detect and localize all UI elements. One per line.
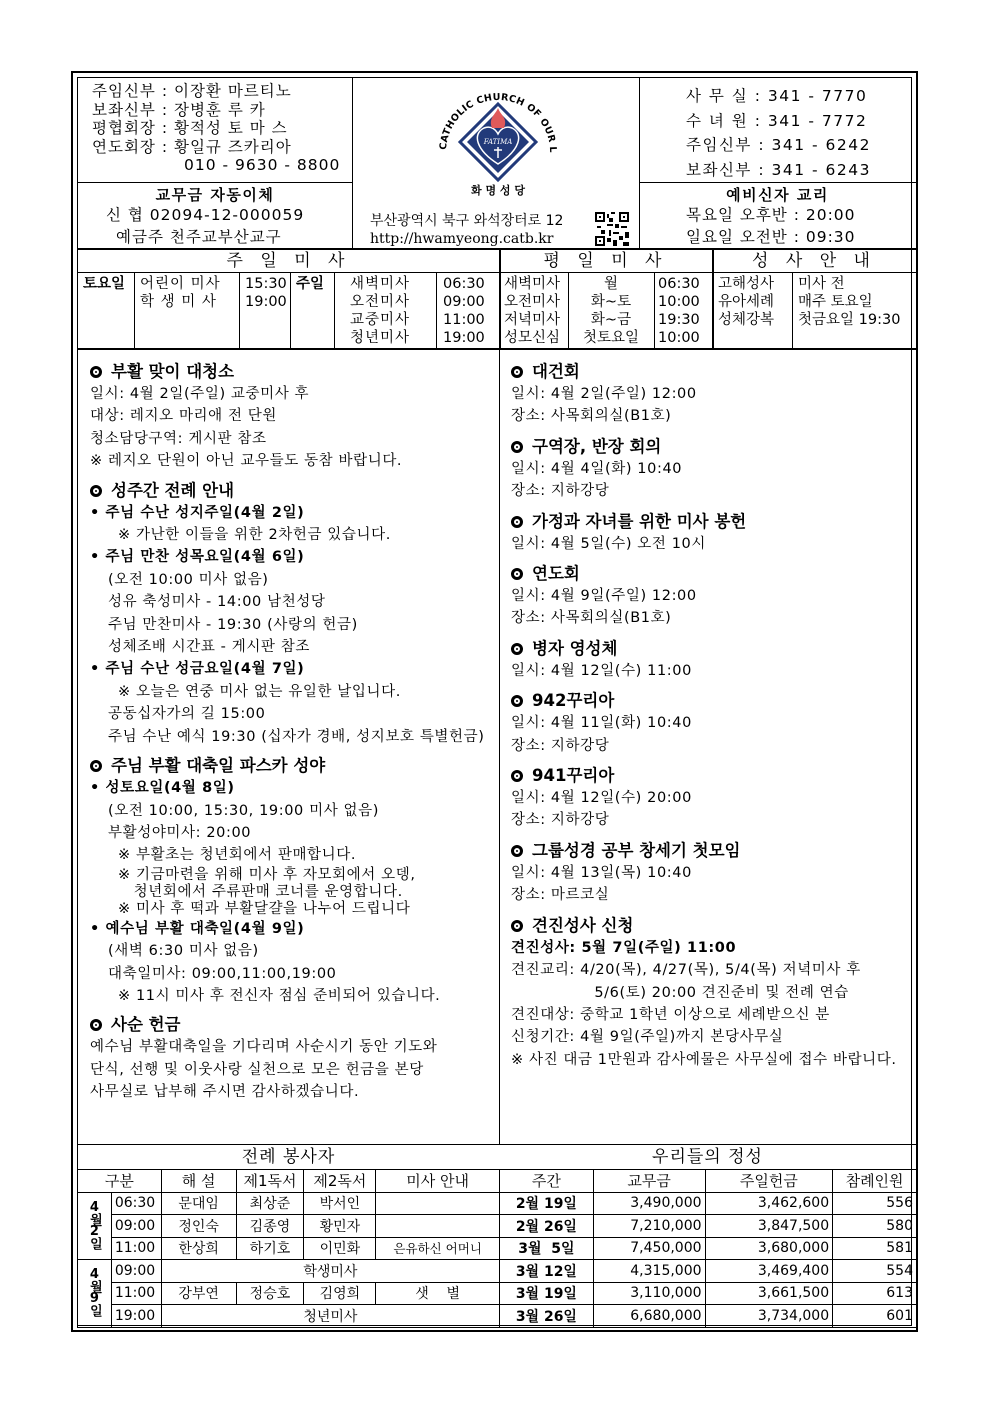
cell: 황민자: [304, 1215, 376, 1238]
notice-line: 5/6(토) 20:00 견진준비 및 전례 연습: [511, 984, 849, 1001]
notice-title-text: 941꾸리아: [532, 766, 615, 786]
notice-section: [511, 840, 897, 907]
donation-account: 신 협 02094-12-000059: [106, 206, 305, 224]
notice-section: [511, 511, 897, 555]
weekday-mass-name: 새벽미사: [504, 276, 561, 292]
bullseye-icon: [90, 366, 102, 378]
sacrament-time: 매주 토요일: [798, 294, 873, 310]
bulletin-inner: [77, 77, 912, 1326]
cell: 문대임: [161, 1192, 236, 1215]
weekday-mass-days: 월: [603, 276, 618, 292]
cell: 3,469,400: [705, 1260, 833, 1283]
bullseye-icon: [511, 568, 523, 580]
cell: 4,315,000: [593, 1260, 705, 1283]
notice-line: 장소: 마르코실: [511, 887, 610, 904]
table-row: [78, 1260, 500, 1283]
notice-line: 장소: 지하강당: [511, 812, 610, 829]
phone-assistant: 보좌신부 : 341 - 6243: [686, 160, 871, 179]
phone-list: [686, 84, 871, 182]
cell: 샛 별: [376, 1282, 500, 1305]
qr-code-icon[interactable]: [595, 212, 629, 246]
phone-convent: 수 녀 원 : 341 - 7772: [686, 111, 868, 130]
cell: 613: [833, 1282, 917, 1305]
bullseye-icon: [511, 441, 523, 453]
cell: 2월 26일: [500, 1215, 594, 1238]
staff-yeondo: 연도회장 : 황일규 즈카리아: [92, 137, 292, 156]
table-row: [500, 1237, 917, 1260]
date-cell: [78, 1192, 112, 1260]
cell: 이민화: [304, 1237, 376, 1260]
notice-line: 견진교리: 4/20(목), 4/27(목), 5/4(목) 저녁미사 후: [511, 962, 861, 979]
notice-line: (오전 10:00, 15:30, 19:00 미사 없음): [108, 802, 379, 819]
notice-line: • 예수님 부활 대축일(4월 9일): [90, 920, 305, 937]
notice-line: • 성토요일(4월 8일): [90, 780, 235, 797]
notice-section: [90, 1014, 485, 1103]
notice-line: 대축일미사: 09:00,11:00,19:00: [108, 965, 337, 982]
left-article-column: [90, 361, 485, 1111]
notice-section: [511, 765, 897, 832]
notice-line: 장소: 지하강당: [511, 737, 610, 754]
bullseye-icon: [511, 845, 523, 857]
notice-title: [511, 638, 897, 660]
cell: [376, 1215, 500, 1238]
cell: 은유하신 어머니: [376, 1237, 500, 1260]
catechumen-thursday: 목요일 오후반 : 20:00: [686, 206, 856, 224]
notice-section: [511, 563, 897, 630]
saturday-label: 토요일: [83, 276, 126, 292]
notice-line: 장소: 사목회의실(B1호): [511, 610, 672, 627]
cell: 601: [833, 1305, 917, 1328]
sunday-label: 주일: [296, 276, 325, 292]
cell: 3월 19일: [500, 1282, 594, 1305]
bullseye-icon: [511, 770, 523, 782]
notice-line: ※ 미사 후 떡과 부활달걀을 나누어 드립니다: [118, 900, 411, 917]
sunday-mass-title: 주 일 미 사: [226, 251, 351, 271]
weekday-mass-days: 첫토요일: [582, 330, 640, 346]
notice-title: [511, 563, 897, 585]
notice-line: 신청기간: 4월 9일(주일)까지 본당사무실: [511, 1029, 784, 1046]
bullseye-icon: [90, 760, 102, 772]
staff-phone: 010 - 9630 - 8800: [184, 156, 341, 174]
notice-title: [511, 361, 897, 383]
notice-line: (새벽 6:30 미사 없음): [108, 943, 259, 960]
notice-line: 일시: 4월 12일(수) 11:00: [511, 662, 692, 679]
cell: 3월 12일: [500, 1260, 594, 1283]
church-logo: [428, 82, 568, 200]
sacrament-time: 미사 전: [798, 276, 845, 292]
cell: 정승호: [236, 1282, 304, 1305]
cell: 3,734,000: [705, 1305, 833, 1328]
notice-line: • 주님 수난 성지주일(4월 2일): [90, 504, 305, 521]
mass-time: 11:00: [443, 312, 485, 328]
table-row: [78, 1192, 500, 1215]
logo-korean-name: 화 명 성 당: [471, 184, 525, 197]
offerings-header-row: [500, 1170, 917, 1193]
table-row: [78, 1237, 500, 1260]
header-cell: 해 설: [161, 1170, 236, 1193]
header-cell: 제1독서: [236, 1170, 304, 1193]
notice-section: [511, 915, 897, 1071]
bulletin-page: [71, 71, 918, 1332]
notice-line: ※ 부활초는 청년회에서 판매합니다.: [118, 847, 357, 864]
servers-title: 전례 봉사자: [241, 1147, 336, 1167]
servers-header-row: [78, 1170, 500, 1193]
notice-line: ※ 기금마련을 위해 미사 후 자모회에서 오뎅,: [118, 866, 416, 883]
bullseye-icon: [511, 920, 523, 932]
weekday-mass-name: 저녁미사: [504, 312, 561, 328]
notice-line: • 주님 만찬 성목요일(4월 6일): [90, 549, 305, 566]
logo-heart-text: FATIMA: [483, 138, 513, 146]
cell: 3월 5일: [500, 1237, 594, 1260]
notice-title: [90, 480, 485, 502]
mass-name: 교중미사: [350, 312, 411, 328]
cell: 6,680,000: [593, 1305, 705, 1328]
cell: 3,847,500: [705, 1215, 833, 1238]
church-logo-emblem: [428, 82, 568, 200]
notice-line: 일시: 4월 12일(수) 20:00: [511, 790, 692, 807]
mass-time: 09:00: [443, 294, 485, 310]
notice-line: 일시: 4월 2일(주일) 교중미사 후: [90, 386, 310, 402]
notice-line: 장소: 지하강당: [511, 483, 610, 500]
cell: 김종영: [236, 1215, 304, 1238]
notice-title-text: 그룹성경 공부 창세기 첫모임: [532, 840, 741, 860]
notice-title-text: 주님 부활 대축일 파스카 성야: [111, 756, 326, 776]
header-cell: 구분: [78, 1170, 162, 1193]
notice-line: 주님 만찬미사 - 19:30 (사랑의 헌금): [108, 616, 358, 633]
group-date: 4월9일: [86, 1267, 102, 1316]
notice-line: • 주님 수난 성금요일(4월 7일): [90, 661, 305, 678]
notice-line: (오전 10:00 미사 없음): [108, 571, 269, 588]
cell: 09:00: [111, 1215, 161, 1238]
cell: 11:00: [111, 1237, 161, 1260]
church-website[interactable]: http://hwamyeong.catb.kr: [370, 231, 554, 247]
header-cell: 주간: [500, 1170, 594, 1193]
cell: 정인숙: [161, 1215, 236, 1238]
weekday-mass-time: 10:00: [658, 294, 700, 310]
cell: 7,450,000: [593, 1237, 705, 1260]
header-cell: 미사 안내: [376, 1170, 500, 1193]
notice-line: 청소담당구역: 게시판 참조: [90, 430, 267, 447]
table-row: [78, 1215, 500, 1238]
cell: 2월 19일: [500, 1192, 594, 1215]
notice-line: 일시: 4월 9일(주일) 12:00: [511, 588, 697, 605]
cell: 7,210,000: [593, 1215, 705, 1238]
table-row: [500, 1282, 917, 1305]
bullseye-icon: [511, 695, 523, 707]
cell: 3,490,000: [593, 1192, 705, 1215]
cell: 박서인: [304, 1192, 376, 1215]
table-row: [500, 1215, 917, 1238]
notice-line: 성체조배 시간표 - 게시판 참조: [108, 639, 310, 656]
notice-title: [511, 915, 897, 937]
notice-title: [511, 765, 897, 787]
staff-list: [92, 82, 340, 175]
cell: 06:30: [111, 1192, 161, 1215]
table-row: [78, 1282, 500, 1305]
notice-title-text: 구역장, 반장 회의: [532, 436, 662, 456]
notice-title: [90, 361, 485, 383]
table-row: [500, 1305, 917, 1328]
table-row: [78, 1305, 500, 1328]
notice-line: 견진대상: 중학교 1학년 이상으로 세례받으신 분: [511, 1006, 830, 1023]
notice-line: 단식, 선행 및 이웃사랑 실천으로 모은 헌금을 본당: [90, 1061, 424, 1078]
cell: 581: [833, 1237, 917, 1260]
mass-name: 어린이 미사: [140, 276, 221, 292]
notice-section: [90, 361, 485, 473]
notice-title-text: 대건회: [532, 362, 580, 381]
donation-holder: 예금주 천주교부산교구: [116, 228, 282, 246]
weekday-mass-time: 19:30: [658, 312, 700, 328]
logo-arc-text: CATHOLIC CHURCH OF OUR L: [437, 91, 559, 153]
notice-title-text: 942꾸리아: [532, 691, 615, 711]
bullseye-icon: [511, 516, 523, 528]
sacrament-name: 유아세례: [718, 294, 775, 310]
notice-line: 일시: 4월 11일(화) 10:40: [511, 715, 692, 732]
cell: 청년미사: [161, 1305, 499, 1328]
notice-line: 일시: 4월 13일(목) 10:40: [511, 864, 692, 881]
bullseye-icon: [90, 1019, 102, 1031]
notice-section: [511, 436, 897, 503]
notice-section: [90, 755, 485, 1007]
notice-line: ※ 레지오 단원이 아닌 교우들도 동참 바랍니다.: [90, 453, 403, 470]
notice-line: 공동십자가의 길 15:00: [108, 706, 266, 723]
header-cell: 참례인원: [833, 1170, 917, 1193]
cell: 556: [833, 1192, 917, 1215]
mass-time: 19:00: [245, 294, 287, 310]
catechumen-title: 예비신자 교리: [726, 186, 829, 204]
group-date: 4월2일: [86, 1199, 102, 1248]
cell: 김영희: [304, 1282, 376, 1305]
sacrament-name: 성체강복: [718, 312, 775, 328]
notice-title: [90, 1014, 485, 1036]
cell: [376, 1192, 500, 1215]
notice-title: [511, 511, 897, 533]
notice-line: 사무실로 납부해 주시면 감사하겠습니다.: [90, 1084, 360, 1101]
weekday-mass-title: 평 일 미 사: [543, 251, 668, 271]
cell: 한상희: [161, 1237, 236, 1260]
staff-pastor: 주임신부 : 이장환 마르티노: [92, 82, 292, 100]
cell: 19:00: [111, 1305, 161, 1328]
mass-name: 새벽미사: [350, 276, 411, 292]
date-cell: [78, 1260, 112, 1328]
weekday-mass-days: 화~금: [590, 312, 632, 328]
notice-line: 예수님 부활대축일을 기다리며 사순시기 동안 기도와: [90, 1039, 438, 1056]
weekday-mass-name: 오전미사: [504, 294, 561, 310]
cell: 최상준: [236, 1192, 304, 1215]
cell: 3,680,000: [705, 1237, 833, 1260]
notice-title-text: 성주간 전례 안내: [111, 480, 235, 500]
notice-line: 성유 축성미사 - 14:00 남천성당: [108, 594, 326, 611]
notice-line: 청년회에서 주류판매 코너를 운영합니다.: [118, 883, 403, 900]
weekday-mass-time: 06:30: [658, 276, 700, 292]
notice-title-text: 부활 맞이 대청소: [111, 362, 235, 381]
sacraments-title: 성 사 안 내: [752, 251, 876, 271]
notice-title-text: 연도회: [532, 564, 580, 584]
notice-line: ※ 11시 미사 후 전신자 점심 준비되어 있습니다.: [118, 987, 441, 1004]
weekday-mass-days: 화~토: [590, 294, 632, 310]
mass-time: 06:30: [443, 276, 485, 292]
notice-title-text: 견진성사 신청: [532, 915, 634, 935]
notice-line: 장소: 사목회의실(B1호): [511, 408, 672, 425]
phone-pastor: 주임신부 : 341 - 6242: [686, 136, 871, 154]
table-row: [500, 1260, 917, 1283]
cell: 3,462,600: [705, 1192, 833, 1215]
staff-assistant: 보좌신부 : 장병훈 루 카: [92, 100, 266, 119]
sacrament-name: 고해성사: [718, 276, 775, 292]
notice-line: ※ 가난한 이들을 위한 2차헌금 있습니다.: [118, 527, 391, 544]
notice-title: [511, 840, 897, 862]
notice-title: [511, 690, 897, 712]
right-article-column: [511, 361, 897, 1079]
offerings-title: 우리들의 정성: [652, 1147, 763, 1167]
bullseye-icon: [90, 485, 102, 497]
notice-title: [90, 755, 485, 777]
offerings-table: [499, 1169, 917, 1328]
donation-title: 교무금 자동이체: [155, 186, 275, 204]
cell: 11:00: [111, 1282, 161, 1305]
cell: 하기호: [236, 1237, 304, 1260]
notice-title-text: 가정과 자녀를 위한 미사 봉헌: [532, 511, 747, 531]
notice-title: [511, 436, 897, 458]
mass-time: 19:00: [443, 330, 485, 346]
church-address: 부산광역시 북구 와석장터로 12: [370, 213, 564, 229]
notice-line: 견진성사: 5월 7일(주일) 11:00: [511, 939, 737, 956]
cell: 09:00: [111, 1260, 161, 1283]
notice-line: ※ 오늘은 연중 미사 없는 유일한 날입니다.: [118, 683, 401, 700]
notice-section: [511, 361, 897, 428]
weekday-mass-time: 10:00: [658, 330, 700, 346]
mass-name: 학 생 미 사: [140, 294, 217, 310]
mass-time: 15:30: [245, 276, 287, 292]
notice-title-text: 병자 영성체: [532, 638, 618, 658]
notice-line: 일시: 4월 5일(수) 오전 10시: [511, 535, 706, 552]
catechumen-sunday: 일요일 오전반 : 09:30: [686, 228, 856, 246]
bullseye-icon: [511, 366, 523, 378]
notice-section: [511, 638, 897, 682]
notice-line: 일시: 4월 4일(화) 10:40: [511, 460, 683, 477]
cell: 3월 26일: [500, 1305, 594, 1328]
weekday-mass-name: 성모신심: [504, 330, 561, 346]
cell: 학생미사: [161, 1260, 499, 1283]
notice-section: [511, 690, 897, 757]
table-row: [500, 1192, 917, 1215]
notice-line: ※ 사진 대금 1만원과 감사예물은 사무실에 접수 바랍니다.: [511, 1051, 897, 1068]
notice-line: 일시: 4월 2일(주일) 12:00: [511, 386, 697, 402]
cell: 3,110,000: [593, 1282, 705, 1305]
staff-council: 평협회장 : 황적성 토 마 스: [92, 119, 288, 137]
notice-section: [90, 480, 485, 748]
header-cell: 교무금: [593, 1170, 705, 1193]
cell: 강부연: [161, 1282, 236, 1305]
cell: 3,661,500: [705, 1282, 833, 1305]
servers-table: [77, 1169, 500, 1328]
notice-title-text: 사순 헌금: [111, 1015, 181, 1035]
notice-line: 대상: 레지오 마리애 전 단원: [90, 408, 277, 425]
mass-name: 청년미사: [350, 330, 411, 346]
mass-name: 오전미사: [350, 294, 411, 310]
header-cell: 주일헌금: [705, 1170, 833, 1193]
cell: 580: [833, 1215, 917, 1238]
cell: 554: [833, 1260, 917, 1283]
notice-line: 부활성야미사: 20:00: [108, 824, 252, 841]
bullseye-icon: [511, 643, 523, 655]
notice-line: 주님 수난 예식 19:30 (십자가 경배, 성지보호 특별헌금): [108, 728, 485, 745]
phone-office: 사 무 실 : 341 - 7770: [686, 87, 868, 105]
header-cell: 제2독서: [304, 1170, 376, 1193]
sacrament-time: 첫금요일 19:30: [798, 312, 901, 328]
